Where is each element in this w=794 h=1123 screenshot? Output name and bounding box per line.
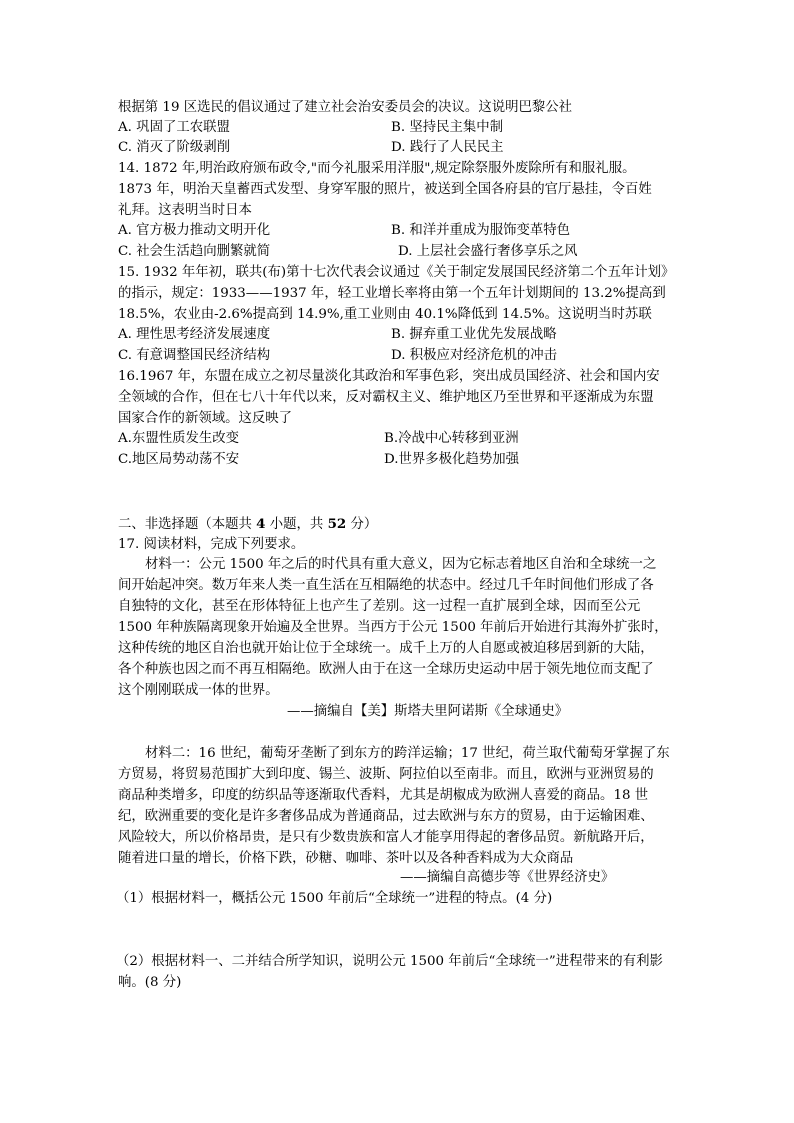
q14-option-a: A. 官方极力推动文明开化 bbox=[118, 223, 271, 238]
q17-subquestion-2-line-1: （2）根据材料一、二并结合所学知识，说明公元 1500 年前后“全球统一”进程带来的有利影 bbox=[116, 954, 663, 969]
q17-subquestion-1: （1）根据材料一，概括公元 1500 年前后“全球统一”进程的特点。(4 分) bbox=[116, 891, 553, 906]
q17-material1-line-5: 这种传统的地区自治也就开始让位于全球统一。成千上万的人自愿或被迫移居到新的大陆， bbox=[118, 641, 654, 656]
q15-option-c: C. 有意调整国民经济结构 bbox=[118, 348, 271, 363]
q17-material1-line-1: 材料一：公元 1500 年之后的时代具有重大意义，因为它标志着地区自治和全球统一之 bbox=[145, 557, 657, 572]
q17-material2-line-1: 材料二：16 世纪，葡萄牙垄断了到东方的跨洋运输；17 世纪，荷兰取代葡萄牙掌握了东 bbox=[145, 746, 670, 761]
q16-option-d: D.世界多极化趋势加强 bbox=[384, 452, 520, 467]
q17-source-1: ——摘编自【美】斯塔夫里阿诺斯《全球通史》 bbox=[287, 704, 569, 719]
q15-option-d: D. 积极应对经济危机的冲击 bbox=[391, 348, 558, 363]
q16-option-b: B.冷战中心转移到亚洲 bbox=[384, 431, 519, 446]
section-2-suffix: 分） bbox=[346, 517, 378, 532]
q16-option-c: C.地区局势动荡不安 bbox=[118, 452, 240, 467]
section-2-mid: 小题，共 bbox=[265, 517, 328, 532]
q16-line-3: 国家合作的新领域。这反映了 bbox=[118, 411, 293, 426]
q17-material2-line-2: 方贸易，将贸易范围扩大到印度、锡兰、波斯、阿拉伯以至南非。而且，欧洲与亚洲贸易的 bbox=[118, 767, 654, 782]
q15-line-3: 18.5%，农业由-2.6%提高到 14.9%,重工业则由 40.1%降低到 14.5%。这说明当时苏联 bbox=[118, 307, 652, 322]
q14-line-1: 14. 1872 年,明治政府颁布政令,"而今礼服采用洋服",规定除祭服外废除所有和服礼服。 bbox=[118, 161, 636, 176]
q17-material2-line-6: 随着进口量的增长，价格下跌，砂糖、咖啡、茶叶以及各种香料成为大众商品 bbox=[118, 851, 574, 866]
q14-option-c: C. 社会生活趋向删繁就简 bbox=[118, 244, 271, 259]
q17-material2-line-5: 风险较大，所以价格昂贵，是只有少数贵族和富人才能享用得起的奢侈品贸。新航路开后， bbox=[118, 830, 654, 845]
q17-material1-line-3: 自独特的文化，甚至在形体特征上也产生了差别。这一过程一直扩展到全球，因而至公元 bbox=[118, 599, 641, 614]
section-2-count: 4 bbox=[256, 516, 266, 532]
q15-option-a: A. 理性思考经济发展速度 bbox=[118, 327, 271, 342]
section-2-heading bbox=[118, 514, 377, 535]
section-2-score: 52 bbox=[327, 516, 347, 532]
q16-option-a: A.东盟性质发生改变 bbox=[118, 431, 240, 446]
q17-material1-line-7: 这个刚刚联成一体的世界。 bbox=[118, 683, 279, 698]
q13-option-c: C. 消灭了阶级剥削 bbox=[118, 140, 231, 155]
q13-stem: 根据第 19 区选民的倡议通过了建立社会治安委员会的决议。这说明巴黎公社 bbox=[118, 100, 573, 115]
q16-line-2: 全领域的合作，但在七八十年代以来，反对霸权主义、维护地区乃至世界和平逐渐成为东盟 bbox=[118, 390, 654, 405]
q15-line-1: 15. 1932 年年初，联共(布)第十七次代表会议通过《关于制定发展国民经济第二个五年计划》 bbox=[118, 265, 675, 280]
q17-intro: 17. 阅读材料，完成下列要求。 bbox=[118, 537, 305, 552]
q15-line-2: 的指示，规定：1933——1937 年，轻工业增长率将由第一个五年计划期间的 13.2%提高到 bbox=[118, 286, 666, 301]
q17-subquestion-2-line-2: 响。(8 分) bbox=[118, 975, 182, 990]
q17-material1-line-6: 各个种族也因之而不再互相隔绝。欧洲人由于在这一全球历史运动中居于领先地位而支配了 bbox=[118, 662, 654, 677]
q15-option-b: B. 摒弃重工业优先发展战略 bbox=[391, 327, 557, 342]
q16-line-1: 16.1967 年，东盟在成立之初尽量淡化其政治和军事色彩，突出成员国经济、社会和国内安 bbox=[118, 369, 660, 384]
q13-option-a: A. 巩固了工农联盟 bbox=[118, 120, 230, 135]
q17-material2-line-3: 商品种类增多，印度的纺织品等逐渐取代香料，尤其是胡椒成为欧洲人喜爱的商品。18 世 bbox=[118, 788, 649, 803]
q17-material1-line-2: 间开始起冲突。数万年来人类一直生活在互相隔绝的状态中。经过几千年时间他们形成了各 bbox=[118, 578, 654, 593]
q14-line-3: 礼拜。这表明当时日本 bbox=[118, 203, 252, 218]
q13-option-d: D. 践行了人民民主 bbox=[391, 140, 504, 155]
q14-option-b: B. 和洋并重成为服饰变革特色 bbox=[391, 223, 571, 238]
q14-option-d: D. 上层社会盛行奢侈享乐之风 bbox=[398, 244, 578, 259]
section-2-prefix: 二、非选择题（本题共 bbox=[118, 517, 257, 532]
q13-option-b: B. 坚持民主集中制 bbox=[391, 120, 504, 135]
q14-line-2: 1873 年，明治天皇蓄西式发型、身穿军服的照片，被送到全国各府县的官厅悬挂，令百姓 bbox=[118, 182, 652, 197]
q17-material2-line-4: 纪，欧洲重要的变化是许多奢侈品成为普通商品，过去欧洲与东方的贸易，由于运输困难、 bbox=[118, 809, 654, 824]
q17-material1-line-4: 1500 年种族隔离现象开始遍及全世界。当西方于公元 1500 年前后开始进行其海外扩张时， bbox=[118, 620, 668, 635]
q17-source-2: ——摘编自高德步等《世界经济史》 bbox=[400, 870, 615, 885]
